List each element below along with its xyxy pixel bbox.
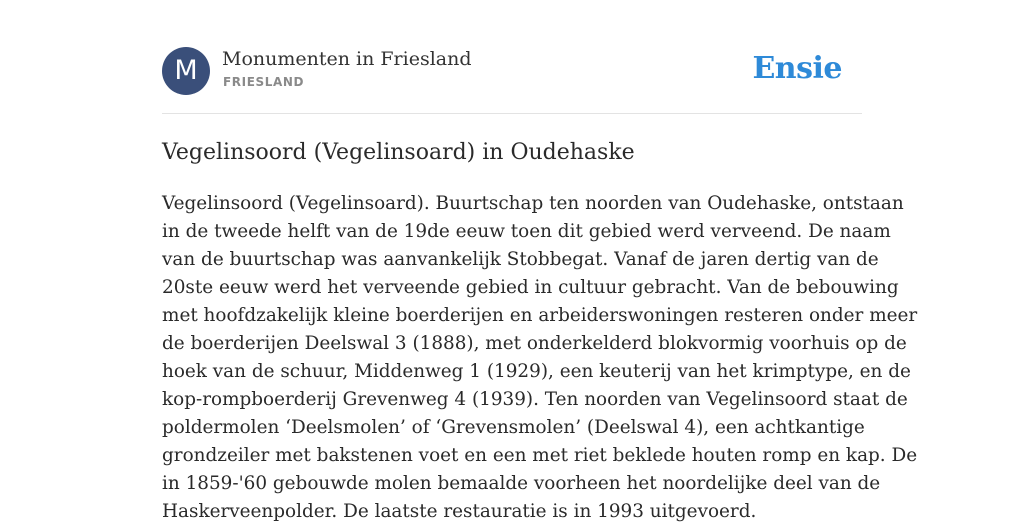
body-line: met hoofdzakelijk kleine boerderijen en arbeiderswoningen resteren onder meer xyxy=(162,305,918,326)
body-line: in 1859-'60 gebouwde molen bemaalde voorheen het noordelijke deel van de xyxy=(162,473,881,494)
ensie-logo[interactable]: Ensie xyxy=(752,51,842,86)
body-line: poldermolen ‘Deelsmolen’ of ‘Grevensmolen’ (Deelswal 4), een achtkantige xyxy=(162,417,865,438)
article-body xyxy=(162,190,918,526)
blog-avatar[interactable]: M xyxy=(162,47,210,95)
body-line: de boerderijen Deelswal 3 (1888), met onderkelderd blokvormig voorhuis op de xyxy=(162,333,907,354)
body-line: grondzeiler met bakstenen voet en een met riet beklede houten romp en kap. De xyxy=(162,445,918,466)
body-line: Vegelinsoord (Vegelinsoard). Buurtschap ten noorden van Oudehaske, ontstaan xyxy=(162,193,904,214)
body-line: van de buurtschap was aanvankelijk Stobbegat. Vanaf de jaren dertig van de xyxy=(162,249,879,270)
body-line: Haskerveenpolder. De laatste restauratie is in 1993 uitgevoerd. xyxy=(162,501,757,522)
blog-header xyxy=(162,47,862,95)
blog-title[interactable]: Monumenten in Friesland xyxy=(222,48,472,70)
header-divider xyxy=(162,113,862,114)
body-line: hoek van de schuur, Middenweg 1 (1929), een keuterij van het krimptype, en de xyxy=(162,361,911,382)
body-line: 20ste eeuw werd het verveende gebied in cultuur gebracht. Van de bebouwing xyxy=(162,277,899,298)
body-line: kop-rompboerderij Grevenweg 4 (1939). Ten noorden van Vegelinsoord staat de xyxy=(162,389,908,410)
blog-subtitle[interactable]: FRIESLAND xyxy=(223,75,305,89)
body-line: in de tweede helft van de 19de eeuw toen dit gebied werd verveend. De naam xyxy=(162,221,891,242)
article-title: Vegelinsoord (Vegelinsoard) in Oudehaske xyxy=(162,140,635,165)
